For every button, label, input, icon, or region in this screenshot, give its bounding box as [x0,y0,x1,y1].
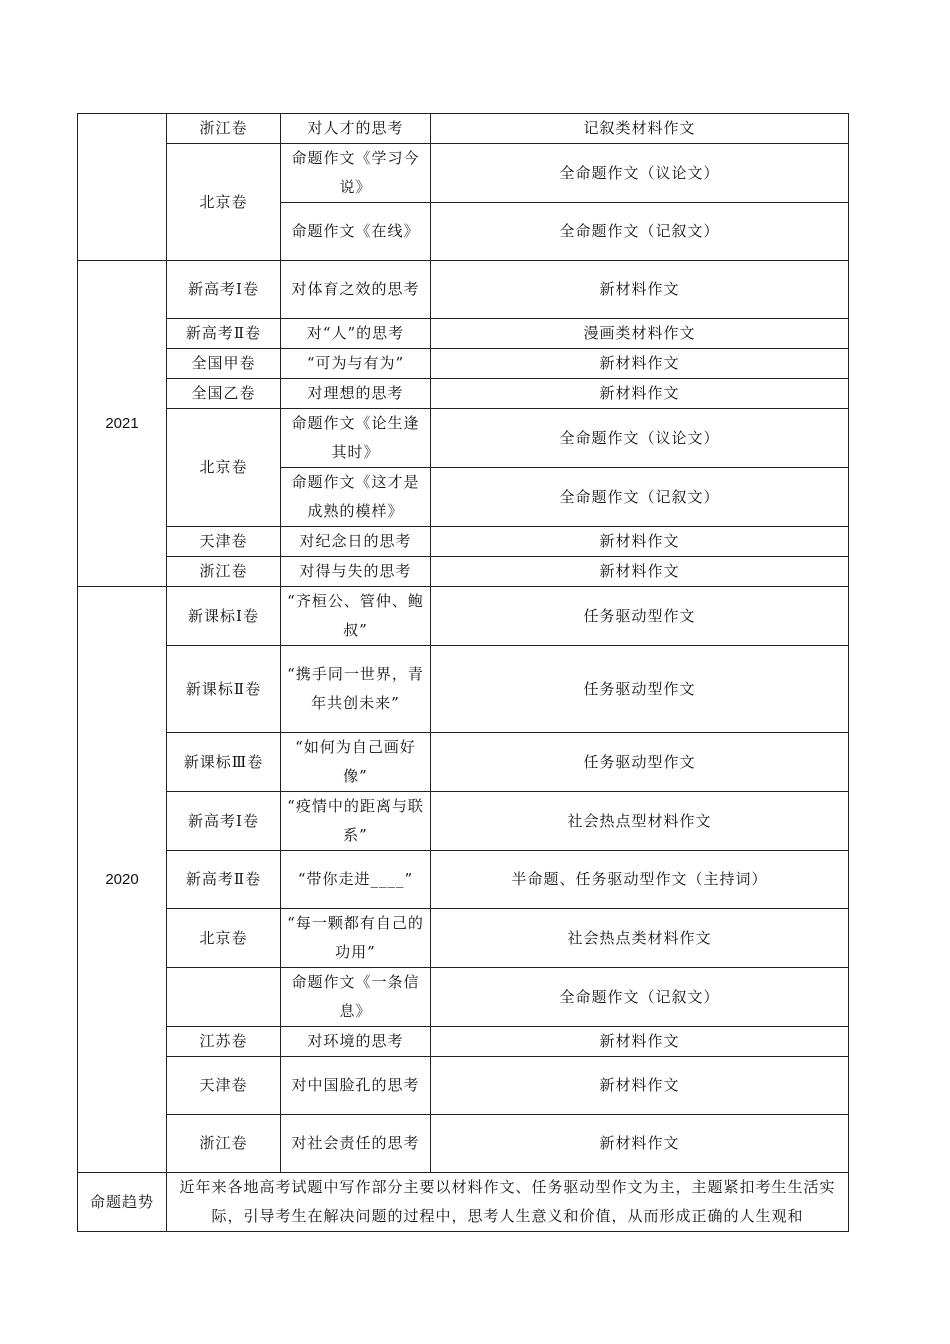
type-cell: 记叙类材料作文 [431,114,849,144]
type-cell: 新材料作文 [431,527,849,557]
topic-cell: 对纪念日的思考 [281,527,431,557]
paper-cell: 北京卷 [167,144,281,261]
topic-cell: “每一颗都有自己的功用” [281,909,431,968]
paper-cell: 新课标Ⅲ卷 [167,733,281,792]
paper-cell: 全国乙卷 [167,379,281,409]
type-cell: 社会热点型材料作文 [431,792,849,851]
type-cell: 全命题作文（议论文） [431,409,849,468]
topic-cell: 对得与失的思考 [281,557,431,587]
type-cell: 新材料作文 [431,349,849,379]
type-cell: 新材料作文 [431,1115,849,1173]
type-cell: 任务驱动型作文 [431,646,849,733]
year-cell-2020: 2020 [78,587,167,1173]
type-cell: 新材料作文 [431,1057,849,1115]
type-cell: 任务驱动型作文 [431,587,849,646]
type-cell: 新材料作文 [431,1027,849,1057]
paper-cell: 浙江卷 [167,557,281,587]
topic-cell: 命题作文《在线》 [281,203,431,261]
topic-cell: 对“人”的思考 [281,319,431,349]
trend-text: 近年来各地高考试题中写作部分主要以材料作文、任务驱动型作文为主，主题紧扣考生生活实际，引导考生在解决问题的过程中，思考人生意义和价值，从而形成正确的人生观和 [167,1173,849,1232]
topic-cell: “可为与有为” [281,349,431,379]
topic-cell: 对人才的思考 [281,114,431,144]
topic-cell: 命题作文《一条信息》 [281,968,431,1027]
paper-cell: 江苏卷 [167,1027,281,1057]
topic-cell: “带你走进____” [281,851,431,909]
type-cell: 社会热点类材料作文 [431,909,849,968]
paper-cell: 天津卷 [167,1057,281,1115]
exam-essay-table [77,113,849,1232]
paper-cell: 新课标Ⅰ卷 [167,587,281,646]
type-cell: 全命题作文（记叙文） [431,468,849,527]
paper-cell: 新高考Ⅰ卷 [167,261,281,319]
year-cell [78,114,167,261]
year-cell-2021: 2021 [78,261,167,587]
type-cell: 半命题、任务驱动型作文（主持词） [431,851,849,909]
paper-cell: 全国甲卷 [167,349,281,379]
paper-cell: 北京卷 [167,409,281,527]
type-cell: 全命题作文（议论文） [431,144,849,203]
type-cell: 漫画类材料作文 [431,319,849,349]
topic-cell: 命题作文《论生逢其时》 [281,409,431,468]
type-cell: 新材料作文 [431,379,849,409]
paper-cell: 新高考Ⅱ卷 [167,319,281,349]
paper-cell: 浙江卷 [167,114,281,144]
type-cell: 新材料作文 [431,261,849,319]
topic-cell: “携手同一世界，青年共创未来” [281,646,431,733]
paper-cell: 新高考Ⅰ卷 [167,792,281,851]
topic-cell: 命题作文《学习今说》 [281,144,431,203]
topic-cell: 命题作文《这才是成熟的模样》 [281,468,431,527]
topic-cell: “如何为自己画好像” [281,733,431,792]
paper-cell [167,968,281,1027]
paper-cell: 新课标Ⅱ卷 [167,646,281,733]
paper-cell: 新高考Ⅱ卷 [167,851,281,909]
paper-cell: 北京卷 [167,909,281,968]
topic-cell: 对环境的思考 [281,1027,431,1057]
topic-cell: 对社会责任的思考 [281,1115,431,1173]
topic-cell: 对中国脸孔的思考 [281,1057,431,1115]
topic-cell: “齐桓公、管仲、鲍叔” [281,587,431,646]
trend-label: 命题趋势 [78,1173,167,1232]
topic-cell: “疫情中的距离与联系” [281,792,431,851]
paper-cell: 天津卷 [167,527,281,557]
paper-cell: 浙江卷 [167,1115,281,1173]
topic-cell: 对体育之效的思考 [281,261,431,319]
type-cell: 全命题作文（记叙文） [431,968,849,1027]
type-cell: 全命题作文（记叙文） [431,203,849,261]
type-cell: 新材料作文 [431,557,849,587]
topic-cell: 对理想的思考 [281,379,431,409]
type-cell: 任务驱动型作文 [431,733,849,792]
